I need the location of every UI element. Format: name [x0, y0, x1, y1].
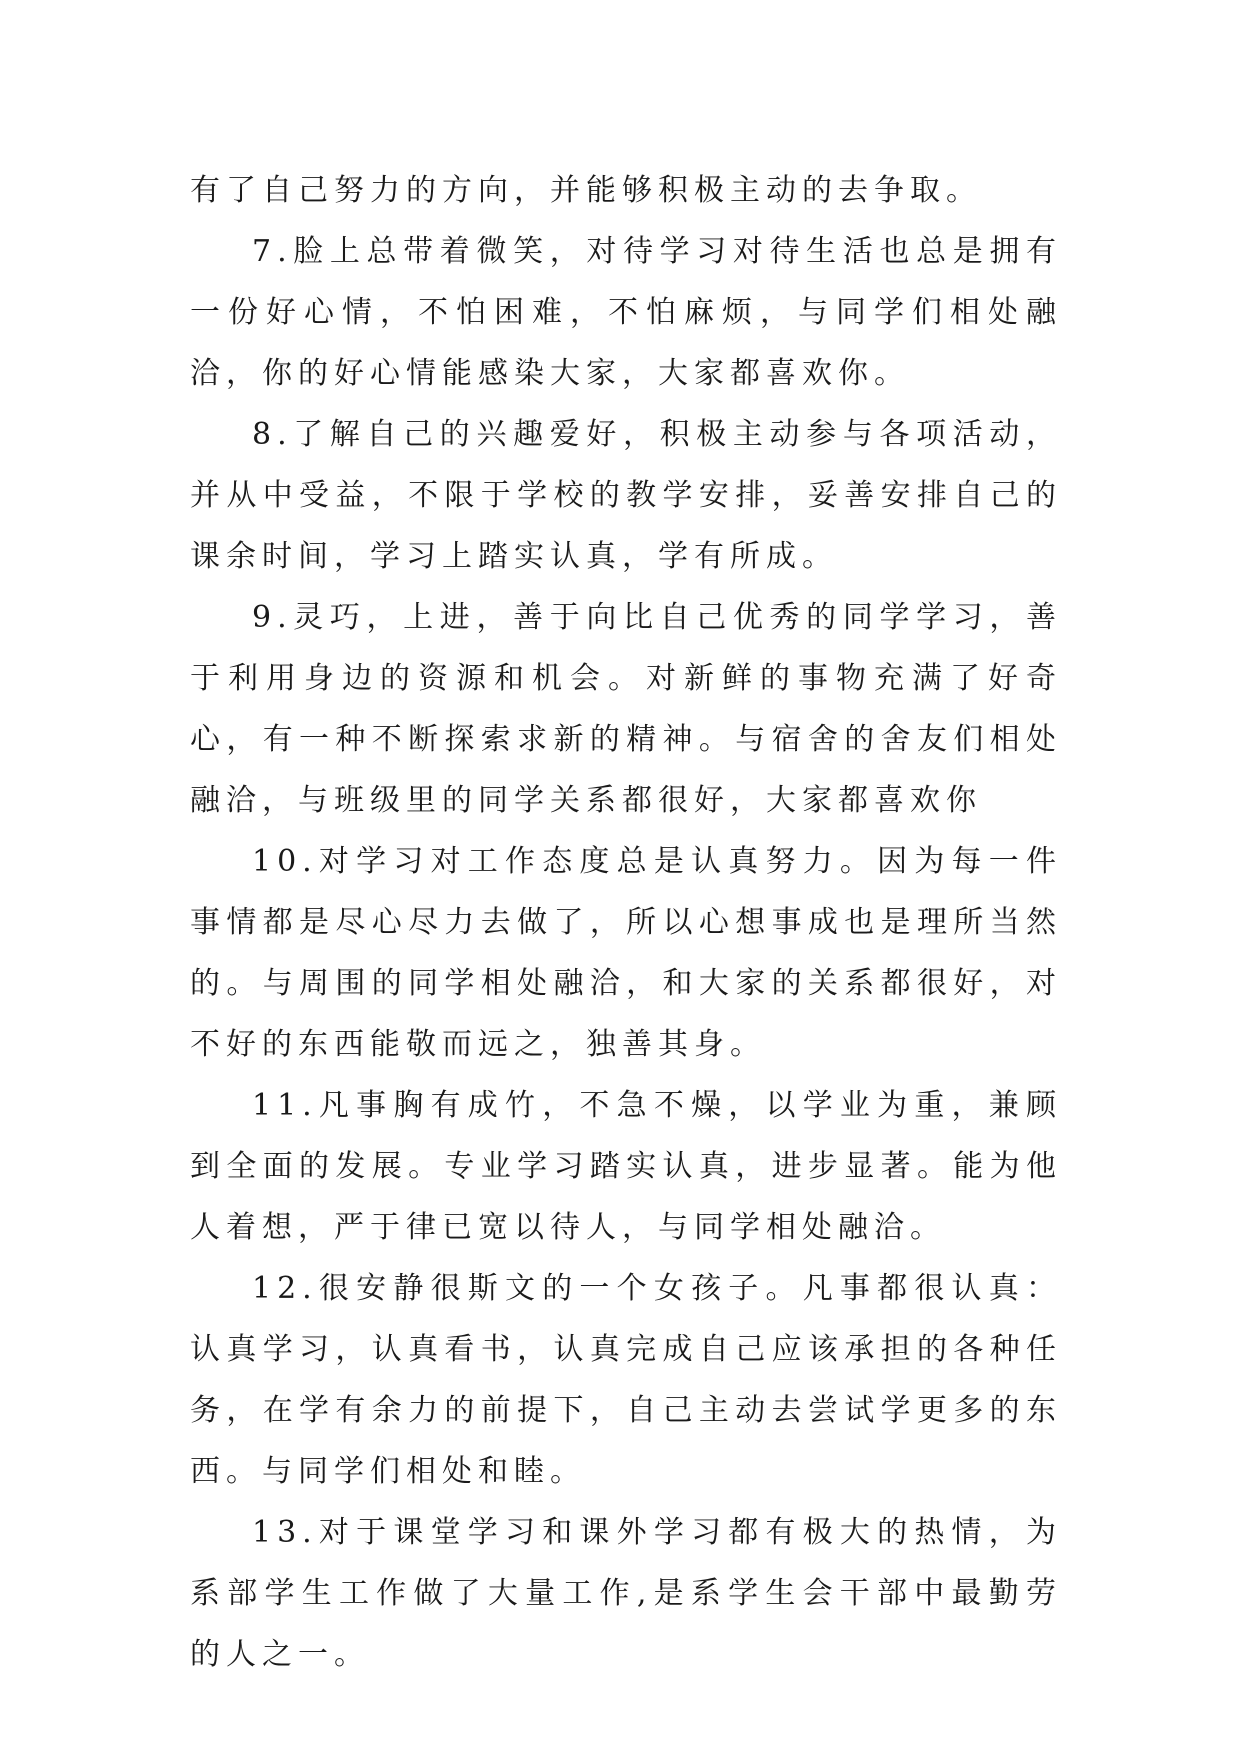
document-body	[190, 160, 1062, 1685]
paragraph-item-12: 12.很安静很斯文的一个女孩子。凡事都很认真：认真学习，认真看书，认真完成自己应该承担的各种任务，在学有余力的前提下，自己主动去尝试学更多的东西。与同学们相处和睦。	[190, 1271, 1062, 1489]
paragraph-item-10: 10.对学习对工作态度总是认真努力。因为每一件事情都是尽心尽力去做了，所以心想事成也是理所当然的。与周围的同学相处融洽，和大家的关系都很好，对不好的东西能敬而远之，独善其身。	[190, 844, 1062, 1062]
paragraph-item-7: 7.脸上总带着微笑，对待学习对待生活也总是拥有一份好心情，不怕困难，不怕麻烦，与同学们相处融洽，你的好心情能感染大家，大家都喜欢你。	[190, 234, 1062, 391]
paragraph-item-13: 13.对于课堂学习和课外学习都有极大的热情，为系部学生工作做了大量工作,是系学生会干部中最勤劳的人之一。	[190, 1515, 1062, 1672]
paragraph-item-8: 8.了解自己的兴趣爱好，积极主动参与各项活动，并从中受益，不限于学校的教学安排，妥善安排自己的课余时间，学习上踏实认真，学有所成。	[190, 417, 1062, 574]
paragraph-continuation: 有了自己努力的方向，并能够积极主动的去争取。	[190, 173, 982, 208]
paragraph-item-11: 11.凡事胸有成竹，不急不燥，以学业为重，兼顾到全面的发展。专业学习踏实认真，进步显著。能为他人着想，严于律已宽以待人，与同学相处融洽。	[190, 1088, 1062, 1245]
paragraph-item-9: 9.灵巧，上进，善于向比自己优秀的同学学习，善于利用身边的资源和机会。对新鲜的事物充满了好奇心，有一种不断探索求新的精神。与宿舍的舍友们相处融洽，与班级里的同学关系都很好，大家都喜欢你	[190, 600, 1062, 818]
